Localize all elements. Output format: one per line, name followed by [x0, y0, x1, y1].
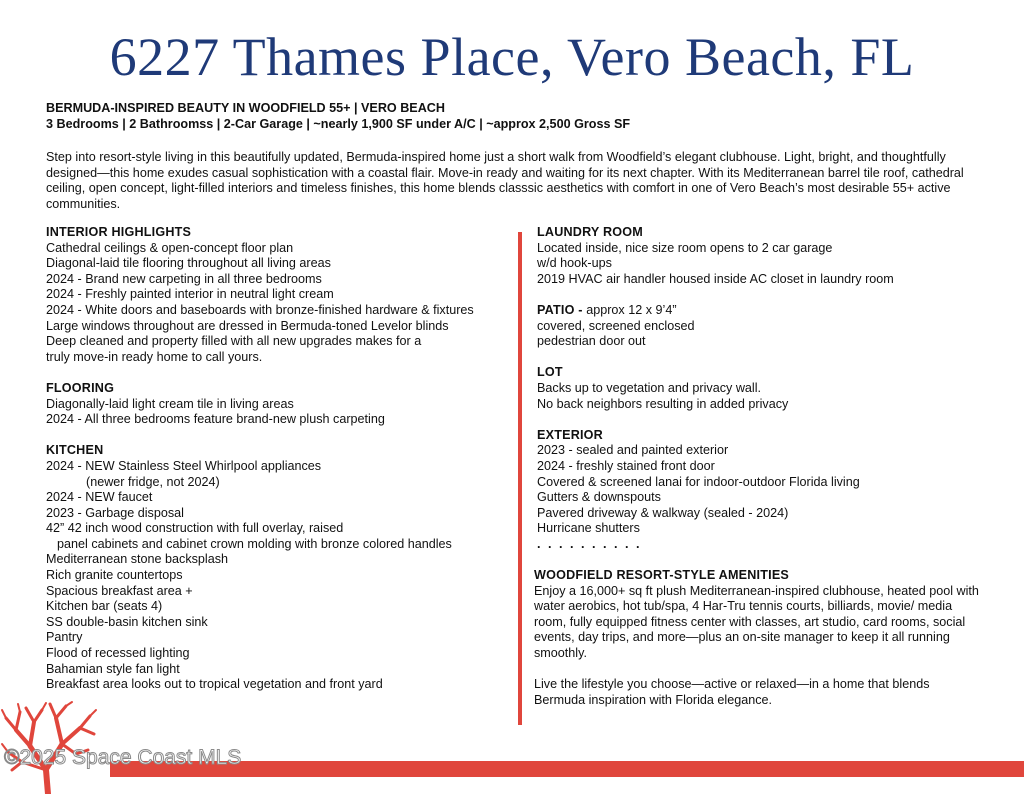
- patio-size: approx 12 x 9’4”: [586, 302, 677, 317]
- patio-heading: PATIO -: [537, 302, 583, 317]
- flooring-line: Diagonally-laid light cream tile in living areas: [46, 396, 294, 411]
- laundry-heading: LAUNDRY ROOM: [537, 225, 643, 239]
- kitchen-line: 2024 - NEW Stainless Steel Whirlpool appliances: [46, 458, 322, 473]
- right-column: [537, 225, 987, 568]
- exterior-heading: EXTERIOR: [537, 427, 603, 442]
- exterior-line: Covered & screened lanai for indoor-outdoor Florida living: [537, 474, 860, 489]
- lot-heading: LOT: [537, 365, 563, 380]
- kitchen-line: 2023 - Garbage disposal: [46, 505, 184, 520]
- patio-section: [537, 303, 987, 350]
- footer-bar: [110, 761, 1024, 777]
- interior-line: Diagonal-laid tile flooring throughout all living areas: [46, 256, 331, 271]
- patio-line: pedestrian door out: [537, 334, 646, 349]
- interior-section: [46, 225, 506, 365]
- kitchen-line: SS double-basin kitchen sink: [46, 614, 208, 629]
- exterior-line: Gutters & downspouts: [537, 490, 661, 505]
- kitchen-line: Kitchen bar (seats 4): [46, 599, 163, 614]
- lot-line: No back neighbors resulting in added privacy: [537, 396, 789, 411]
- laundry-line: Located inside, nice size room opens to 2 car garage: [537, 240, 833, 255]
- dotted-separator: . . . . . . . . . .: [537, 536, 642, 551]
- laundry-line: w/d hook-ups: [537, 256, 612, 271]
- kitchen-heading: KITCHEN: [46, 443, 104, 458]
- amenities-section: [534, 568, 984, 708]
- amenities-closing: Live the lifestyle you choose—active or relaxed—in a home that blends Bermuda inspiration with Florida elegance.: [534, 677, 930, 707]
- specs-line: 3 Bedrooms | 2 Bathroomss | 2-Car Garage | ~nearly 1,900 SF under A/C | ~approx 2,500 Gross SF: [46, 116, 631, 131]
- exterior-line: 2024 - freshly stained front door: [537, 458, 715, 473]
- headline: BERMUDA-INSPIRED BEAUTY IN WOODFIELD 55+ | VERO BEACH: [46, 101, 445, 115]
- kitchen-line: (newer fridge, not 2024): [86, 474, 220, 489]
- interior-line: Cathedral ceilings & open-concept floor plan: [46, 240, 294, 255]
- flooring-section: [46, 381, 506, 428]
- left-column: [46, 225, 506, 708]
- kitchen-line: panel cabinets and cabinet crown molding with bronze colored handles: [57, 536, 452, 551]
- mls-watermark: ©2025 Space Coast MLS: [4, 746, 242, 769]
- interior-line: 2024 - Freshly painted interior in neutral light cream: [46, 287, 334, 302]
- flooring-line: 2024 - All three bedrooms feature brand-new plush carpeting: [46, 412, 385, 427]
- flooring-heading: FLOORING: [46, 380, 115, 395]
- exterior-line: 2023 - sealed and painted exterior: [537, 443, 729, 458]
- interior-line: 2024 - White doors and baseboards with bronze-finished hardware & fixtures: [46, 302, 474, 317]
- kitchen-line: Rich granite countertops: [46, 568, 183, 583]
- description: Step into resort-style living in this beautifully updated, Bermuda-inspired home just a short walk from Woodfield’s elegant clubhouse. Light, bright, and thoughtfully designed—this home exudes casual sophistication with a coastal flair. Move-in ready and waiting for its next chapter. With its Mediterranean barrel tile roof, cathedral ceiling, open concept, light-filled interiors and timeless finishes, this home blends classsic aesthetics with comfort in one of Vero Beach’s most desirable 55+ active communities.: [46, 150, 964, 211]
- interior-line: Large windows throughout are dressed in Bermuda-toned Levelor blinds: [46, 318, 449, 333]
- kitchen-line: 42” 42 inch wood construction with full overlay, raised: [46, 521, 344, 536]
- kitchen-line: Bahamian style fan light: [46, 661, 180, 676]
- amenities-paragraph: Enjoy a 16,000+ sq ft plush Mediterranean-inspired clubhouse, heated pool with water aerobics, hot tub/spa, 4 Har-Tru tennis courts, billiards, movie/ media room, fully equipped fitness center with classes, art studio, card rooms, social events, day trips, and more—plus an on-site manager to keep it all running smoothly.: [534, 583, 979, 660]
- lot-line: Backs up to vegetation and privacy wall.: [537, 380, 762, 395]
- interior-line: Deep cleaned and property filled with all new upgrades makes for a: [46, 334, 422, 349]
- kitchen-line: Mediterranean stone backsplash: [46, 552, 229, 567]
- page-title: 6227 Thames Place, Vero Beach, FL: [109, 27, 915, 87]
- kitchen-line: Spacious breakfast area +: [46, 583, 193, 598]
- interior-line: truly move-in ready home to call yours.: [46, 349, 263, 364]
- patio-line: covered, screened enclosed: [537, 318, 695, 333]
- intro-block: [46, 101, 986, 213]
- interior-heading: INTERIOR HIGHLIGHTS: [46, 225, 192, 239]
- kitchen-section: [46, 443, 506, 693]
- exterior-line: Hurricane shutters: [537, 521, 640, 536]
- laundry-line: 2019 HVAC air handler housed inside AC closet in laundry room: [537, 271, 894, 286]
- exterior-section: [537, 428, 987, 553]
- kitchen-line: Breakfast area looks out to tropical vegetation and front yard: [46, 677, 383, 692]
- exterior-line: Pavered driveway & walkway (sealed - 2024): [537, 505, 789, 520]
- laundry-section: [537, 225, 987, 287]
- column-divider: [518, 232, 522, 725]
- kitchen-line: Pantry: [46, 630, 83, 645]
- kitchen-line: Flood of recessed lighting: [46, 646, 190, 661]
- lot-section: [537, 365, 987, 412]
- kitchen-line: 2024 - NEW faucet: [46, 490, 153, 505]
- amenities-heading: WOODFIELD RESORT-STYLE AMENITIES: [534, 568, 790, 582]
- interior-line: 2024 - Brand new carpeting in all three bedrooms: [46, 271, 322, 286]
